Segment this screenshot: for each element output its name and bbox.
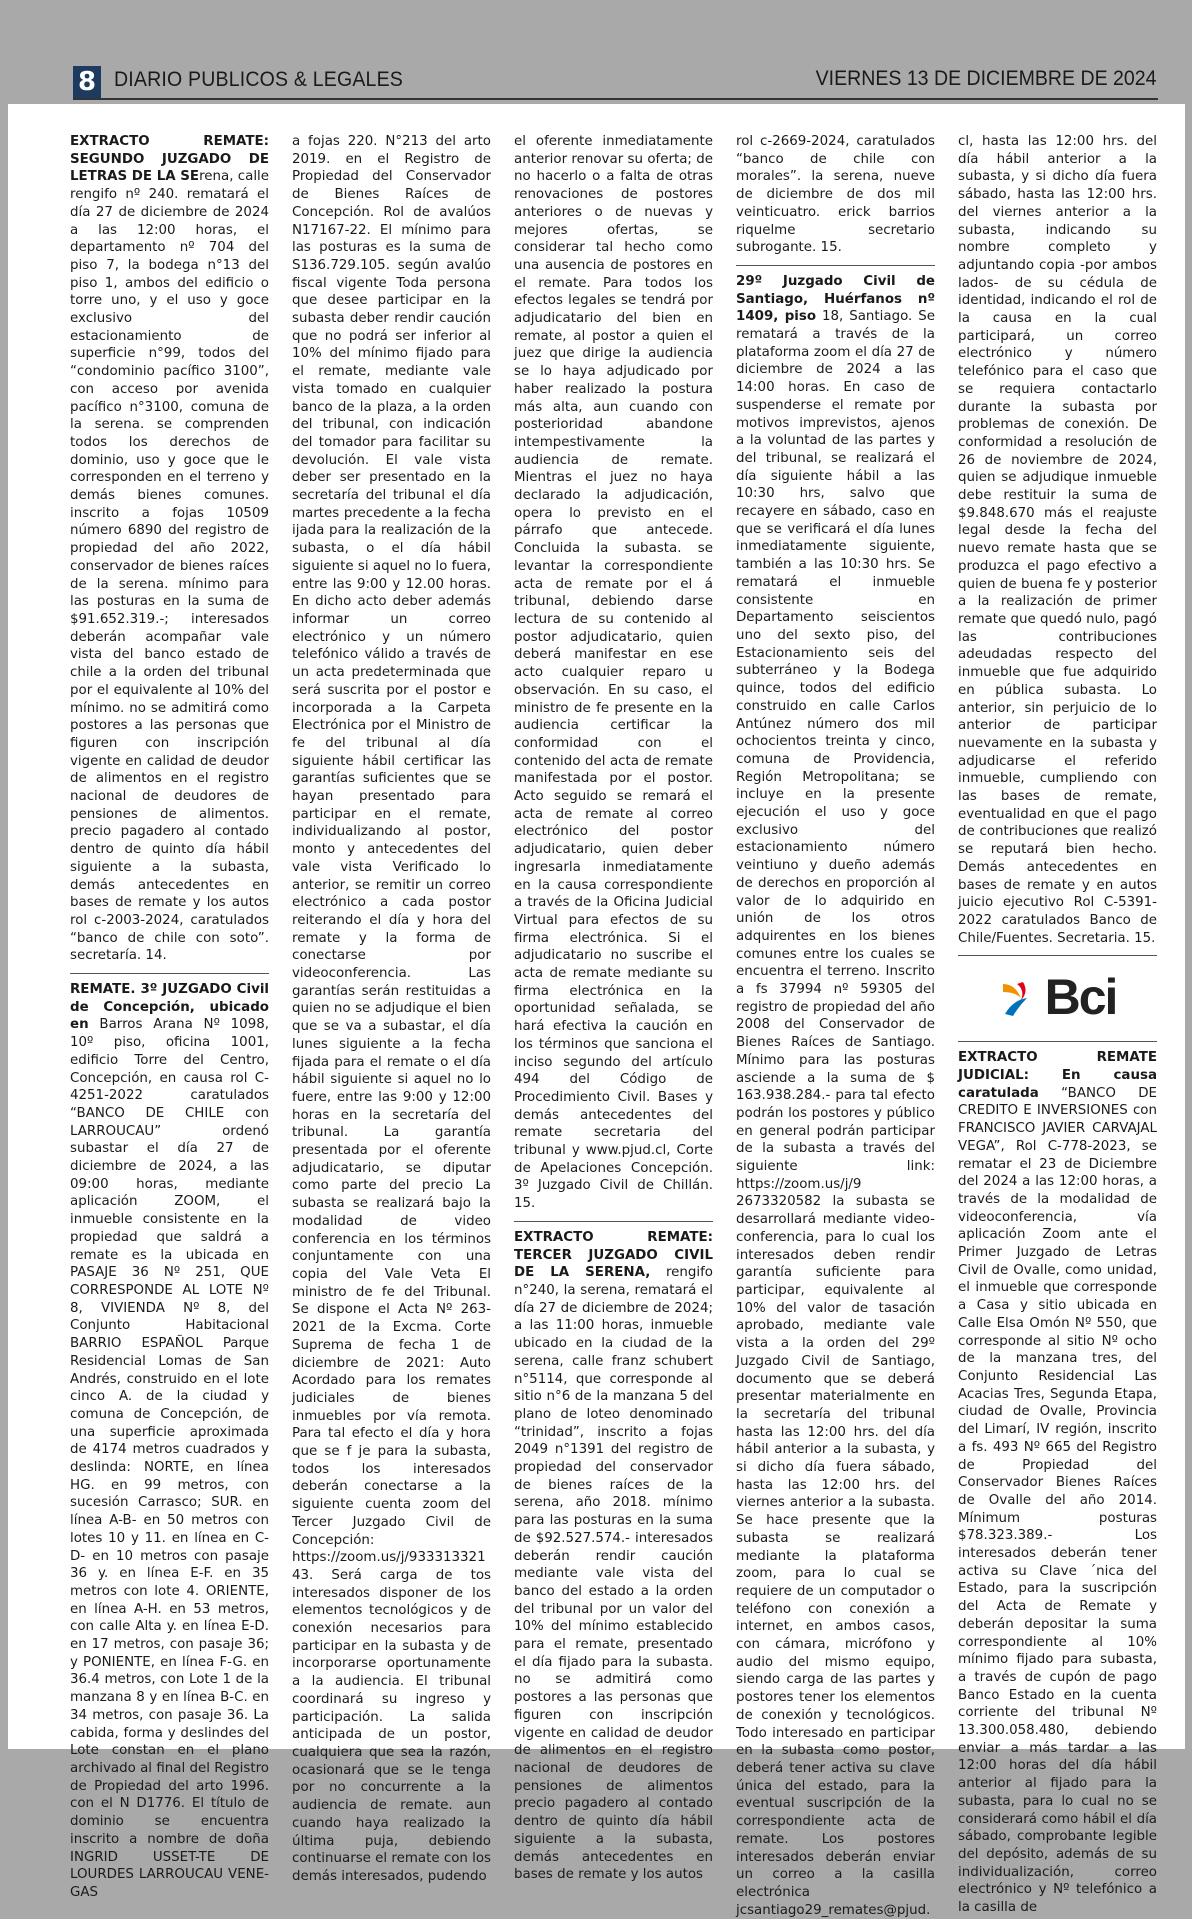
notice-2-end: el oferente inmediatamente anterior renovar su oferta; de no hacerlo o a falta de otras renovaciones de postores anteriores o de nuevas y mejores ofertas, se considerar tal hecho como una ausencia de postores en el remate. Para todos los efectos legales se tendrá por adjudicatario del bien en remate, al postor a quien el juez que dirige la audiencia se lo haya adjudicado por haber realizado la postura más alta, aun cuando con posterioridad abandone intempestivamente la audiencia de remate. Mientras el juez no haya declarado la adjudicación, opera lo previsto en el párrafo que antecede. Concluida la subasta. se levantar la correspondiente acta de remate por el á tribunal, debiendo darse lectura de su contenido al postor adjudicatario, quien deberá manifestar en ese acto cualquier reparo u observación. En su caso, el ministro de fe presente en la audiencia certificar la conformidad con el contenido del acta de remate manifestada por el postor. Acto seguido se remará el acta de remate al correo electrónico del postor adjudicatario, quien deber ingresarla inmediatamente en la causa correspondiente a través de la Oficina Judicial Virtual para efectos de su firma electrónica. Si el adjudicatario no suscribe el acta de remate mediante su firma electrónica en la oportunidad señalada, se hará efectiva la caución en los términos que sanciona el inciso segundo del artículo 494 del Código de Procedimiento Civil. Bases y demás antecedentes del remate secretaria del tribunal y www.pjud.cl, Corte de Apelaciones Concepción. 3º Juzgado Civil de Chillán. 15.	[514, 134, 713, 1212]
column-2	[292, 133, 491, 1886]
publication-date: VIERNES 13 DE DICIEMBRE DE 2024	[815, 67, 1156, 90]
column-4	[736, 133, 935, 1919]
notice-3	[514, 1229, 713, 1884]
notice-5-text: “BANCO DE CREDITO E INVERSIONES con FRANCISCO JAVIER CARVAJAL VEGA”, Rol C-778-2023, se rematar el 23 de Diciembre del 2024 a las 12:00 horas, a través de la modalidad de videoconferencia, vía aplicación Zoom ante el Primer Juzgado de Letras Civil de Ovalle, como unidad, el inmueble que corresponde a Casa y sitio ubicada en Calle Elsa Omón Nº 550, que corresponde al sitio Nº ocho de la manzana tres, del Conjunto Residencial Las Acacias Tres, Segunda Etapa, ciudad de Ovalle, Provincia del Limarí, IV región, inscrito a fs. 493 Nº 665 del Registro de Propiedad del Conservador Bienes Raíces de Ovalle del año 2014. Mínimum posturas $78.323.389.- Los interesados deberán tener activa su Clave ´nica del Estado, para la suscripción del Acta de Remate y deberán depositar la suma correspondiente al 10% mínimo fijado para subasta, a través de cupón de pago Banco Estado en la cuenta corriente del tribunal Nº 13.300.058.480, debiendo enviar a más tardar a las 12:00 horas del día hábil anterior al fijado para la subasta, para lo cual no se considerará como hábil el día sábado, comprobante legible del depósito, además de su individualización, correo electrónico y Nº telefónico a la casilla de	[958, 1085, 1157, 1916]
bci-wordmark: Bci	[1044, 969, 1117, 1026]
notice-divider	[736, 265, 935, 266]
notice-divider	[70, 973, 269, 974]
notice-divider	[958, 1041, 1157, 1042]
notice-1-text: rena, calle rengifo nº 240. rematará el día 27 de diciembre de 2024 a las 12:00 horas, el departamento nº 704 del piso 7, la bodega n°13 del piso 1, ambos del edificio o torre uno, y el uso y goce exclusivo del estacionamiento de superficie n°99, todos del “condominio pacífico 3100”, con acceso por avenida pacífico n°3100, comuna de la serena. se comprenden todos los derechos de dominio, uso y goce que le corresponden en el terreno y demás bienes comunes. inscrito a fojas 10509 número 6890 del registro de propiedad del año 2022, conservador de bienes raíces de la serena. mínimo para las posturas en la suma de $91.652.319.-; interesados deberán acompañar vale vista del banco estado de chile a la orden del tribunal por el equivalente al 10% del mínimo. no se admitirá como postores a las personas que figuren con inscripción vigente en calidad de deudor de alimentos en el registro nacional de deudores de pensiones de alimentos. precio pagadero al contado dentro de quinto día hábil siguiente a la subasta, demás antecedentes en bases de remate y los autos rol c-2003-2024, caratulados “banco de chile con soto”. secretaría. 14.	[70, 169, 269, 964]
notice-3-title: EXTRACTO REMATE: TERCER JUZGADO CIVIL DE LA SERENA,	[514, 1229, 713, 1281]
notice-2-title: REMATE. 3º JUZGADO Civil de Concepción, ubicado en	[70, 982, 269, 1033]
notice-4-text: 18, Santiago. Se rematará a través de la plataforma zoom el día 27 de diciembre de 2024 a las 14:00 horas. En caso de suspenderse el remate por motivos imprevistos, ajenos a la voluntad de las partes y del tribunal, se realizará el día siguiente hábil a las 10:30 hrs, salvo que recayere en sábado, caso en que se verificará el día lunes inmediatamente siguiente, también a las 10:30 hrs. Se rematará el inmueble consistente en Departamento seiscientos uno del sexto piso, del Estacionamiento seis del subterráneo y la Bodega quince, todos del edificio construido en calle Carlos Antúnez número dos mil ochocientos treinta y cinco, comuna de Providencia, Región Metropolitana; se incluye en la presente ejecución el uso y goce exclusivo del estacionamiento número veintiuno y dueño además de derechos en proporción al valor de lo adquirido en unión de los otros adquirentes en los bienes comunes entre los cuales se encuentra el terreno. Inscrito a fs 37994 nº 59305 del registro de propiedad del año 2008 del Conservador de Bienes Raíces de Santiago. Mínimo para las posturas asciende a la suma de $ 163.938.284.- para tal efecto podrán los postores y público en general podrán participar de la subasta a través del siguiente link: https://zoom.us/j/9 2673320582 la subasta se desarrollará mediante video-conferencia, para lo cual los interesados deben rendir garantía suficiente para participar, equivalente al 10% del valor de tasación aprobado, mediante vale vista a la orden del 29º Juzgado Civil de Santiago, documento que se deberá presentar materialmente en la secretaría del tribunal hasta las 12:00 hrs. del día hábil anterior a la subasta, y si dicho día fuera sábado, hasta las 12:00 hrs. del viernes anterior a la subasta. Se hace presente que la subasta se realizará mediante la plataforma zoom, para lo cual se requiere de un computador o teléfono con conexión a internet, en ambos casos, con cámara, micrófono y audio del mismo equipo, siendo carga de las partes y postores tener los elementos de conexión y tecnológicos. Todo interesado en participar en la subasta como postor, deberá tener activa su clave única del estado, para la eventual suscripción de la correspondiente acta de remate. Los postores interesados deberán enviar un correo a la casilla electrónica jcsantiago29_remates@pjud.	[736, 309, 935, 1918]
notice-4-title: 29º Juzgado Civil de Santiago, Huérfanos nº 1409, piso	[736, 273, 935, 325]
column-5	[958, 133, 1157, 1917]
notice-3-end: rol c-2669-2024, caratulados “banco de chile con morales”. la serena, nueve de diciembre de dos mil veinticuatro. erick barrios riquelme secretario subrogante. 15.	[736, 134, 935, 256]
page-number: 8	[73, 66, 101, 98]
column-1	[70, 133, 269, 1902]
notice-4	[736, 273, 935, 1919]
publication-title: DIARIO PUBLICOS & LEGALES	[114, 68, 404, 91]
column-3	[514, 133, 713, 1884]
notice-5-title: EXTRACTO REMATE JUDICIAL: En causa caratulada	[958, 1050, 1157, 1101]
notice-5	[958, 1049, 1157, 1916]
bci-symbol-icon	[999, 978, 1041, 1018]
notice-divider	[958, 955, 1157, 956]
notice-4-end: cl, hasta las 12:00 hrs. del día hábil anterior a la subasta, y si dicho día fuera sábado, hasta las 12:00 hrs. del viernes anterior a la subasta, indicando su nombre completo y adjuntando copia -por ambos lados- de su cédula de identidad, indicando el rol de la causa en la cual participará, un correo electrónico y número telefónico para el caso que se requiera contactarlo durante la subasta por problemas de conexión. De conformidad a resolución de 26 de noviembre de 2024, quien se adjudique inmueble debe restituir la suma de $9.848.670 más el reajuste legal desde la fecha del nuevo remate hasta que se produzca el pago efectivo a quien de buena fe y posterior a la realización de primer remate que quedó nulo, pagó las contribuciones adeudadas respecto del inmueble que fue adquirido en pública subasta. Lo anterior, sin perjuicio de lo anterior de participar nuevamente en la subasta y adjudicarse el referido inmueble, cumpliendo con las bases de remate, eventualidad en que el pago de contribuciones que realizó se reputará bien hecho. Demás antecedentes en bases de remate y en autos juicio ejecutivo Rol C-5391-2022 caratulados Banco de Chile/Fuentes. Secretaria. 15.	[958, 134, 1157, 946]
bci-logo	[958, 963, 1157, 1033]
notice-2-continued: a fojas 220. N°213 del arto 2019. en el Registro de Propiedad del Conservador de Bienes Raíces de Concepción. Rol de avalúos N17167-22. El mínimo para las posturas es la suma de S136.729.105. según avalúo fiscal vigente Toda persona que desee participar en la subasta deber rendir caución que no podrá ser inferior al 10% del mínimo fijado para el remate, mediante vale vista tomado en cualquier banco de la plaza, a la orden del tribunal, con indicación del tomador para facilitar su devolución. El vale vista deber ser presentado en la secretaría del tribunal el día martes precedente a la fecha ijada para la realización de la subasta, o el día hábil siguiente si aquel no lo fuera, entre las 9:00 y 12.00 horas. En dicho acto deber además informar un correo electrónico y un número telefónico válido a través de un acta predeterminada que será suscrita por el postor e incorporada a la Carpeta Electrónica por el Ministro de fe del tribunal al día siguiente hábil certificar las garantías suficientes que se hayan presentado para participar en el remate, individualizando al postor, monto y antecedentes del vale vista Verificado lo anterior, se remitir un correo electrónico a cada postor reiterando el día y hora del remate y la forma de conectarse por videoconferencia. Las garantías serán restituidas a quien no se adjudique el bien que se va a subastar, el día lunes siguiente a la fecha fijada para el remate o el día hábil siguiente si aquel no lo fuere, entre las 9:00 y 12:00 horas en la secretaría del tribunal. La garantía presentada por el oferente adjudicatario, se diputar como parte del precio La subasta se realizará bajo la modalidad de video conferencia en los términos conjuntamente con una copia del Vale Veta El ministro de fe del Tribunal. Se dispone el Acta Nº 263-2021 de la Excma. Corte Suprema de fecha 1 de diciembre de 2021: Auto Acordado para los remates judiciales de bienes inmuebles por vía remota. Para tal efecto el día y hora que se f je para la subasta, todos los interesados deberán conectarse a la siguiente cuenta zoom del Tercer Juzgado Civil de Concepción: https://zoom.us/j/93331332143. Será carga de tos interesados disponer de los elementos tecnológicos y de conexión necesarios para participar en la subasta y de incorporarse oportunamente a la audiencia. El tribunal coordinará su ingreso y participación. La salida anticipada de un postor, cualquiera que sea la razón, ocasionará que se le tenga por no concurrente a la audiencia de remate. aun cuando haya realizado la última puja, debiendo continuarse el remate con los demás interesados, pudendo	[292, 134, 492, 1884]
notice-divider	[514, 1221, 713, 1222]
header-rule	[73, 98, 1158, 100]
notice-2	[70, 981, 269, 1902]
notice-3-text: rengifo n°240, la serena, rematará el día 27 de diciembre de 2024; a las 11:00 horas, inmueble ubicado en la ciudad de la serena, calle franz schubert n°5114, que corresponde al sitio n°6 de la manzana 5 del plano de loteo denominado “trinidad”, inscrito a fojas 2049 n°1391 del registro de propiedad del conservador de bienes raíces de la serena, año 2018. mínimo para las posturas en la suma de $92.527.574.- interesados deberán rendir caución mediante vale vista del banco del estado a la orden del tribunal por un valor del 10% del mínimo establecido para el remate, presentado el día fijado para la subasta. no se admitirá como postores a las personas que figuren con inscripción vigente en calidad de deudor de alimentos en el registro nacional de deudores de pensiones de alimentos precio pagadero al contado dentro de quinto día hábil siguiente a la subasta, demás antecedentes en bases de remate y los autos	[514, 1265, 714, 1883]
notice-2-text: Barros Arana Nº 1098, 10º piso, oficina 1001, edificio Torre del Centro, Concepción, en causa rol C-4251-2022 caratulados “BANCO DE CHILE con LARROUCAU” ordenó subastar el día 27 de diciembre de 2024, a las 09:00 horas, mediante aplicación ZOOM, el inmueble consistente en la propiedad que saldrá a remate es la ubicada en PASAJE 36 Nº 251, QUE CORRESPONDE AL LOTE Nº 8, VIVIENDA Nº 8, del Conjunto Habitacional BARRIO ESPAÑOL Parque Residencial Lomas de San Andrés, construido en el lote cinco A. de la ciudad y comuna de Concepción, de una superficie aproximada de 4174 metros cuadrados y deslinda: NORTE, en línea HG. en 99 metros, con sucesión Carrasco; SUR. en línea A-B- en 50 metros con lotes 10 y 11. en línea en C-D- en 10 metros con pasaje 36 y. en línea E-F. en 35 metros con lote 4. ORIENTE, en línea A-H. en 53 metros, con calle Alta y. en línea E-D. en 17 metros, con pasaje 36; y PONIENTE, en línea F-G. en 36.4 metros, con Lote 1 de la manzana 8 y en línea B-C. en 34 metros, con pasaje 36. La cabida, forma y deslindes del Lote constan en el plano archivado al final del Registro de Propiedad del arto 1996. con el N D1776. El título de dominio se encuentra inscrito a nombre de doña INGRID USSET-TE DE LOURDES LARROUCAU VENE-GAS	[70, 1017, 269, 1900]
notice-1-title: EXTRACTO REMATE: SEGUNDO JUZGADO DE LETRAS DE LA SE	[70, 134, 269, 185]
notice-1	[70, 133, 269, 965]
